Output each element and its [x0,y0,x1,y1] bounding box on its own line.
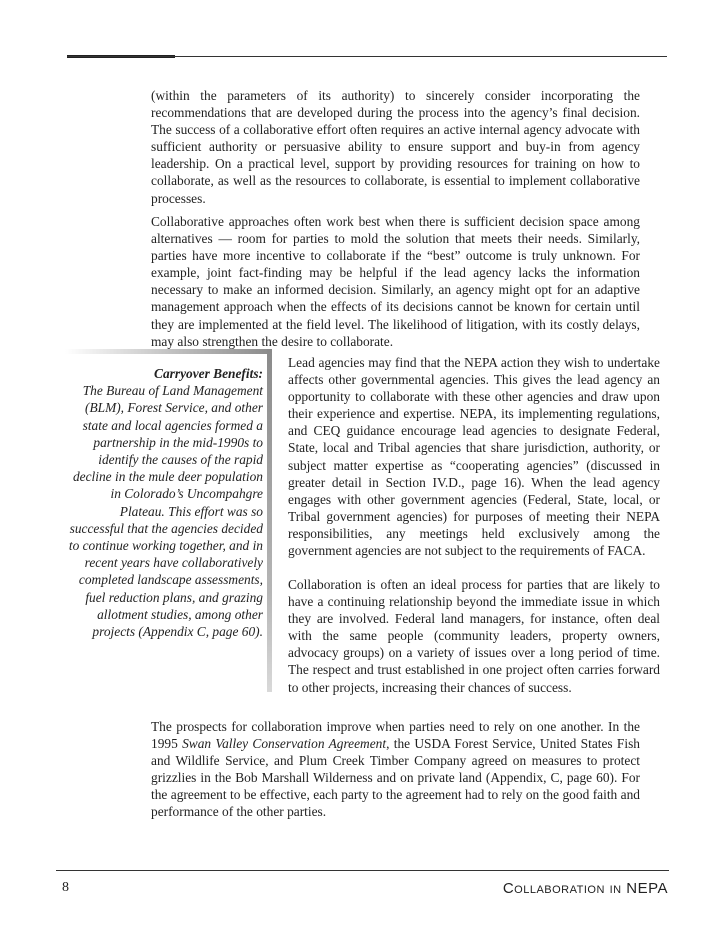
sidebar-side-bar [267,349,272,692]
paragraph-decision-space: Collaborative approaches often work best when there is sufficient decision space among alternatives — room for parties to mold the solution that meets their needs. Similarly, parties have more incentive to collaborate if the “best” outcome is truly unknown. For example, joint fact-finding may be helpful if the lead agency lacks the information necessary to make an informed decision. Similarly, an agency might opt for an adaptive management approach when the effects of its decisions cannot be known for certain until they are implemented at the field level. The likelihood of litigation, with its costly delays, may also strengthen the desire to collaborate. [151,214,640,349]
paragraph-agency-authority: (within the parameters of its authority) to sincerely consider incorporating the recommendations that are developed during the process into the agency’s final decision. The success of a collaborative effort often requires an active internal agency advocate with sufficient authority or persuasive ability to ensure support and buy-in from agency leadership. On a practical level, support by providing resources for training on how to collaborate, as well as the resources to collaborate, is essential to implement collaborative processes. [151,88,640,206]
paragraph-lead-agencies: Lead agencies may find that the NEPA action they wish to undertake affects other governmental agencies. This gives the lead agency an opportunity to collaborate with these other agencies and draw upon their experience and expertise. NEPA, its implementing regulations, and CEQ guidance encourage lead agencies to designate Federal, State, local and Tribal agencies that share jurisdiction, authority, or subject matter expertise as “cooperating agencies” (discussed in greater detail in Section IV.D., page 16). When the lead agency engages with other government agencies (Federal, State, local, or Tribal government agencies) for purposes of meeting their NEPA responsibilities, any meetings held exclusively among the government agencies are not subject to the requirements of FACA. [288,355,660,559]
header-rule [67,56,667,57]
running-footer-title: Collaboration in NEPA [502,880,668,897]
sidebar-top-bar [65,349,272,354]
footer-rule [56,870,669,871]
sidebar-body: The Bureau of Land Management (BLM), Forest Service, and other state and local agencies formed a partnership in the mid-1990s to identify the causes of the rapid decline in the mule deer population in Colorado’s Uncompahgre Plateau. This effort was so successful that the agencies decided to continue working together, and in recent years have collaboratively completed landscape assessments, fuel reduction plans, and grazing allotment studies, among other projects (Appendix C, page 60). [68,383,263,640]
paragraph-prospects-start: The prospects for collaboration improve when parties need to rely on one another. In the 1995 [151,719,640,752]
paragraph-prospects [151,718,640,821]
paragraph-continuing-relationship: Collaboration is often an ideal process for parties that are likely to have a continuing relationship beyond the immediate issue in which they are involved. Federal land managers, for instance, often deal with the same people (community leaders, property owners, advocacy groups) on a variety of issues over a long period of time. The respect and trust established in one project often carries forward to other projects, increasing their chances of success. [288,577,660,695]
swan-valley-agreement-title: Swan Valley Conservation Agreement [182,736,387,752]
paragraph-prospects-end: , the USDA Forest Service, United States Fish and Wildlife Service, and Plum Creek Timber Company agreed on measures to protect grizzlies in the Bob Marshall Wilderness and on private land (Appendix, C, page 60). For the agreement to be effective, each party to the agreement had to rely on the good faith and performance of the other parties. [151,736,640,820]
sidebar-heading: Carryover Benefits: [154,366,263,381]
sidebar-text [65,365,263,640]
page-number: 8 [62,880,69,895]
sidebar-callout [65,349,272,692]
